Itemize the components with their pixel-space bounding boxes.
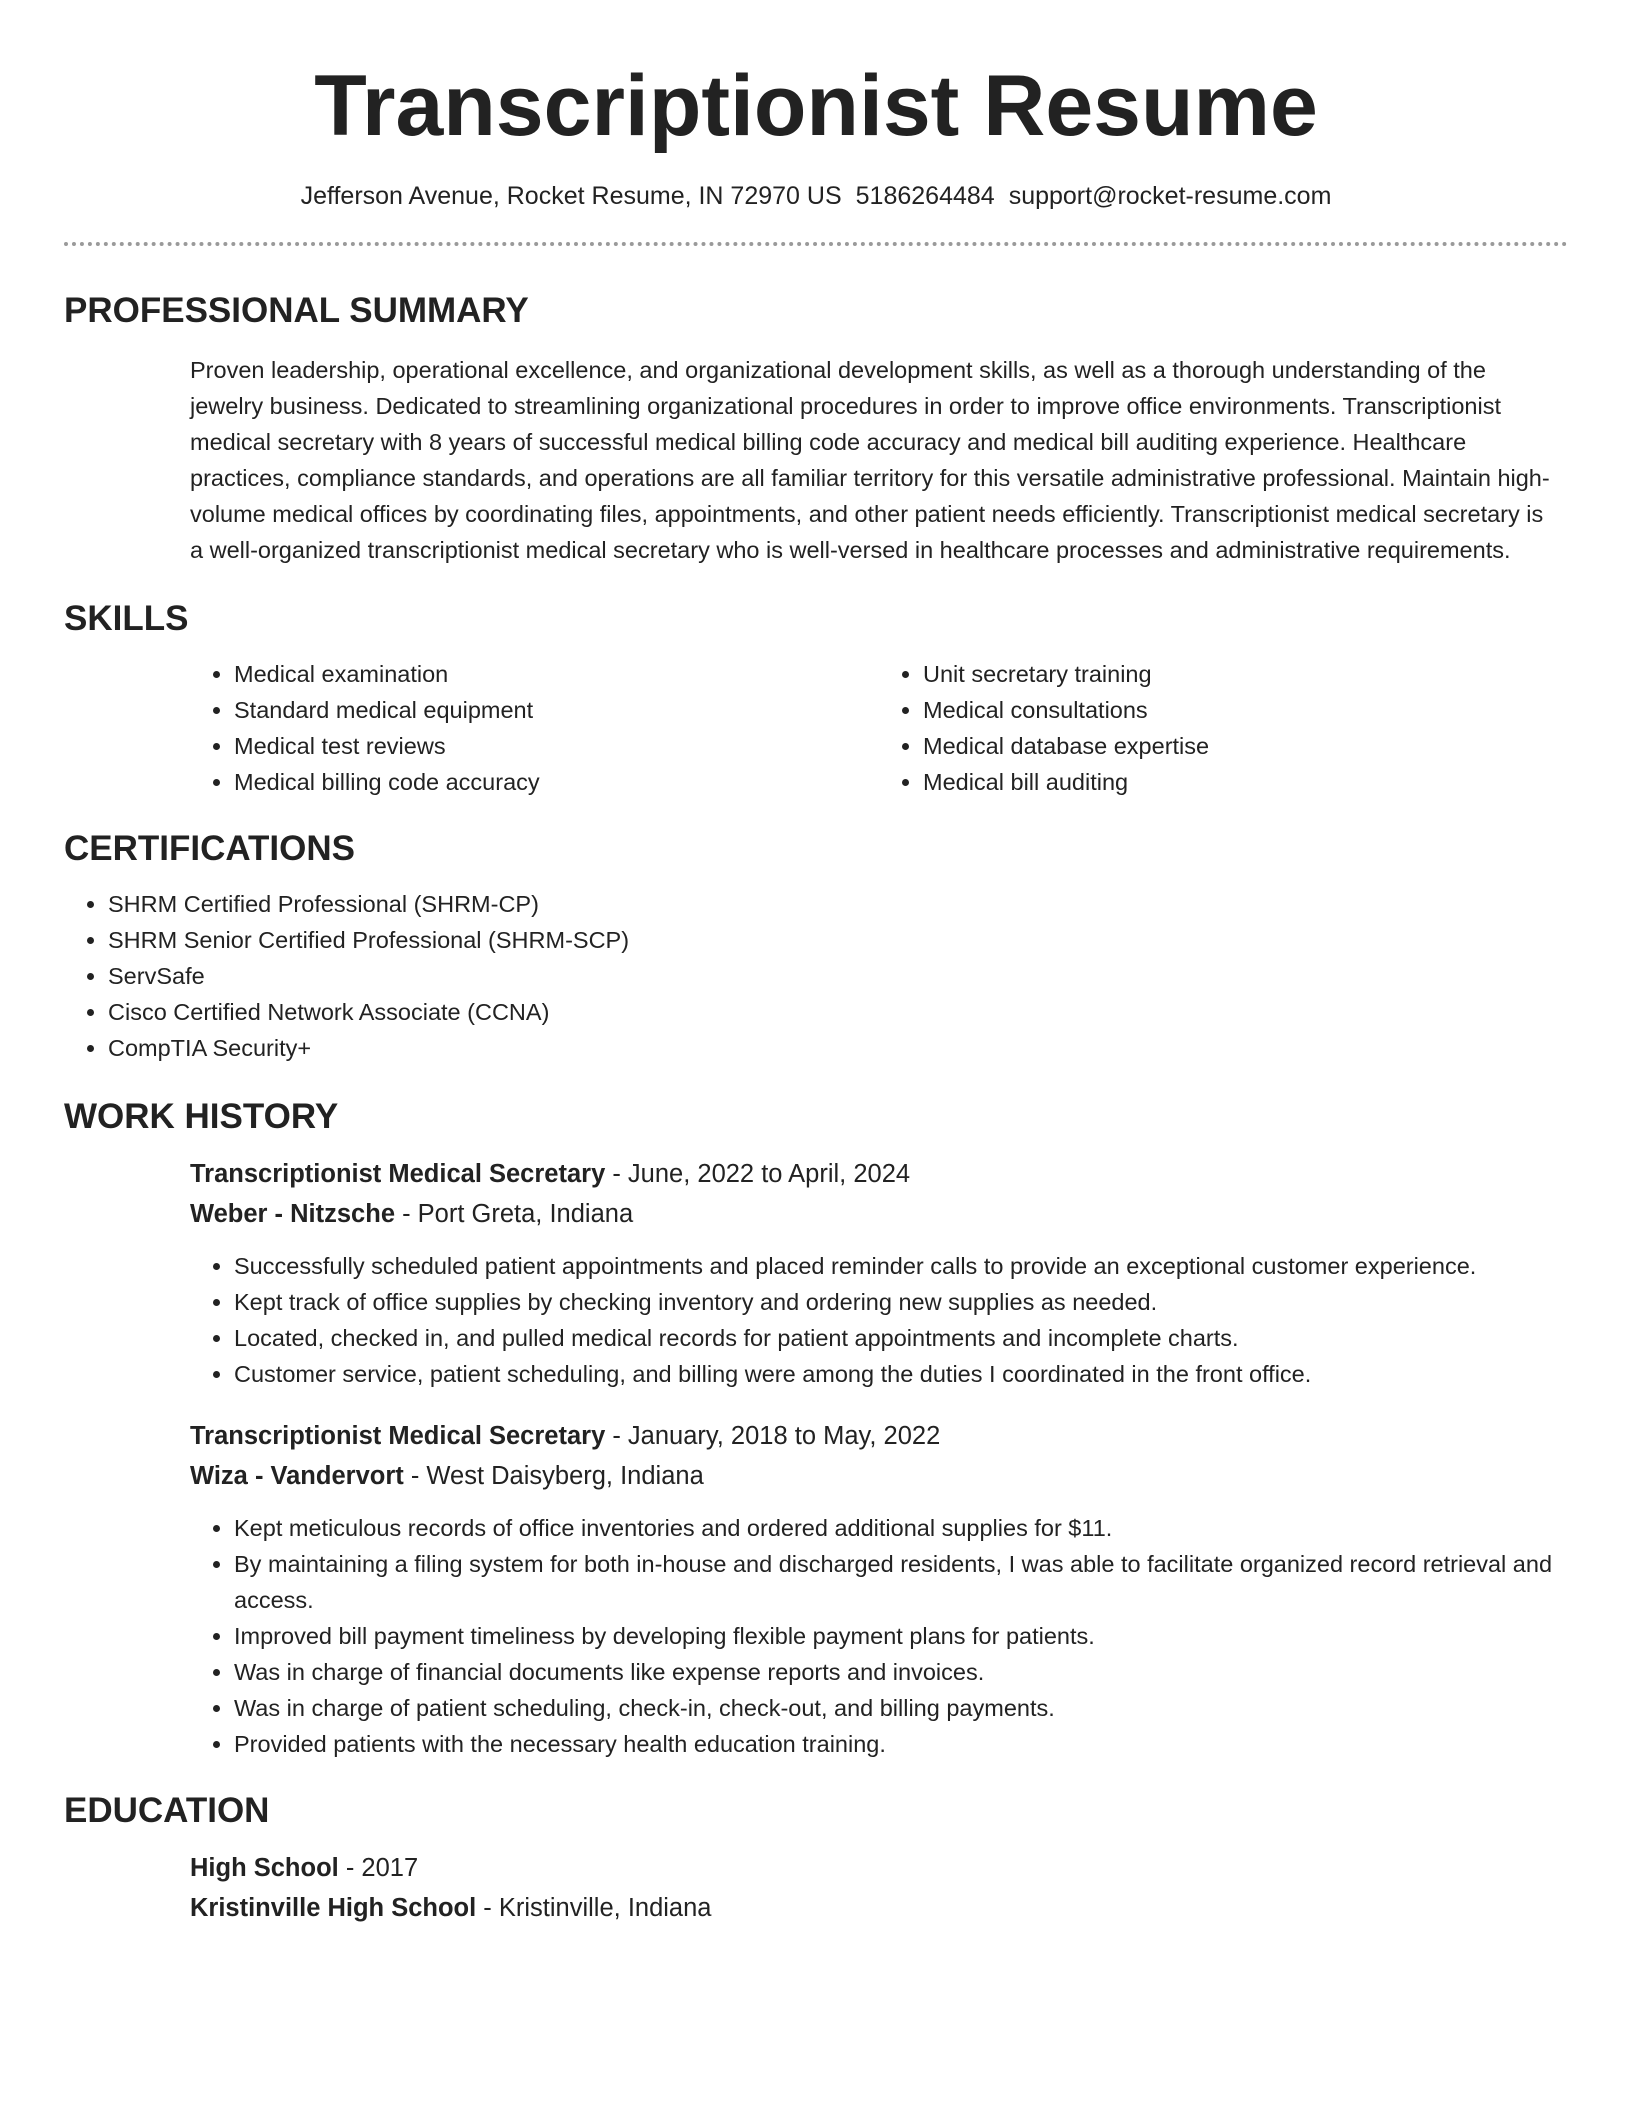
education-school: Kristinville High School [190,1894,477,1922]
education-heading: EDUCATION [64,1791,270,1830]
job-entry [190,1416,1568,1762]
skill-item: • Standard medical equipment [234,692,879,728]
education-degree: High School [190,1854,339,1882]
job-bullet: • Was in charge of financial documents like expense reports and invoices. [234,1654,1568,1690]
skills-heading: SKILLS [64,599,189,638]
job-bullets [190,1510,1568,1762]
job-entry [190,1154,1568,1392]
job-location: West Daisyberg, Indiana [426,1462,704,1490]
job-bullet: • Was in charge of patient scheduling, check-in, check-out, and billing payments. [234,1690,1568,1726]
job-bullet: • By maintaining a filing system for both in-house and discharged residents, I was able to facilitate organized record retrieval and access. [234,1546,1568,1618]
header-divider [64,242,1568,246]
education-year: 2017 [361,1854,419,1882]
job-company-line: Wiza - Vandervort - West Daisyberg, Indiana [190,1462,704,1490]
skills-list-right [879,656,1568,800]
education-entry [190,1848,1568,1928]
skill-item: • Medical test reviews [234,728,879,764]
certifications-heading: CERTIFICATIONS [64,829,356,868]
skills-grid [190,656,1568,800]
job-bullet: • Located, checked in, and pulled medical records for patient appointments and incomplete charts. [234,1320,1568,1356]
job-role: Transcriptionist Medical Secretary [190,1160,606,1188]
job-location: Port Greta, Indiana [417,1200,634,1228]
job-bullet: • Successfully scheduled patient appointments and placed reminder calls to provide an exceptional customer experience. [234,1248,1568,1284]
contact-phone: 5186264484 [855,182,995,210]
skill-item: • Medical database expertise [923,728,1568,764]
certification-item: • Cisco Certified Network Associate (CCNA) [108,994,1568,1030]
summary-heading: PROFESSIONAL SUMMARY [64,291,529,330]
education-school-line: Kristinville High School - Kristinville, Indiana [190,1894,712,1922]
job-title-line: Transcriptionist Medical Secretary - June, 2022 to April, 2024 [190,1160,911,1188]
job-dates: January, 2018 to May, 2022 [627,1422,941,1450]
job-bullet: • Kept track of office supplies by checking inventory and ordering new supplies as needed. [234,1284,1568,1320]
certification-item: • SHRM Certified Professional (SHRM-CP) [108,886,1568,922]
contact-email: support@rocket-resume.com [1008,182,1332,210]
job-bullet: • Improved bill payment timeliness by developing flexible payment plans for patients. [234,1618,1568,1654]
work-history-heading: WORK HISTORY [64,1097,339,1136]
education-degree-line: High School - 2017 [190,1854,419,1882]
resume-title: Transcriptionist Resume [314,58,1318,154]
education-location: Kristinville, Indiana [498,1894,712,1922]
job-company: Weber - Nitzsche [190,1200,395,1228]
skills-list-left [190,656,879,800]
skill-item: • Medical bill auditing [923,764,1568,800]
job-bullet: • Kept meticulous records of office inventories and ordered additional supplies for $11. [234,1510,1568,1546]
job-bullet: • Customer service, patient scheduling, and billing were among the duties I coordinated in the front office. [234,1356,1568,1392]
job-company-line: Weber - Nitzsche - Port Greta, Indiana [190,1200,634,1228]
skill-item: • Medical billing code accuracy [234,764,879,800]
certification-item: • CompTIA Security+ [108,1030,1568,1066]
certifications-list [64,886,1568,1066]
contact-address: Jefferson Avenue, Rocket Resume, IN 72970 US [300,182,842,210]
job-dates: June, 2022 to April, 2024 [627,1160,911,1188]
job-bullet: • Provided patients with the necessary health education training. [234,1726,1568,1762]
contact-line [64,180,1568,212]
skill-item: • Unit secretary training [923,656,1568,692]
job-bullets [190,1248,1568,1392]
job-role: Transcriptionist Medical Secretary [190,1422,606,1450]
job-title-line: Transcriptionist Medical Secretary - January, 2018 to May, 2022 [190,1422,941,1450]
certification-item: • SHRM Senior Certified Professional (SHRM-SCP) [108,922,1568,958]
certification-item: • ServSafe [108,958,1568,994]
summary-text: Proven leadership, operational excellence, and organizational development skills, as well as a thorough understanding of the jewelry business. Dedicated to streamlining organizational procedures in order to improve office environments. Transcriptionist medical secretary with 8 years of successful medical billing code accuracy and medical bill auditing experience. Healthcare practices, compliance standards, and operations are all familiar territory for this versatile administrative professional. Maintain high-volume medical offices by coordinating files, appointments, and other patient needs efficiently. Transcriptionist medical secretary is a well-organized transcriptionist medical secretary who is well-versed in healthcare processes and administrative requirements. [190,357,1550,563]
job-company: Wiza - Vandervort [190,1462,404,1490]
skill-item: • Medical examination [234,656,879,692]
skill-item: • Medical consultations [923,692,1568,728]
